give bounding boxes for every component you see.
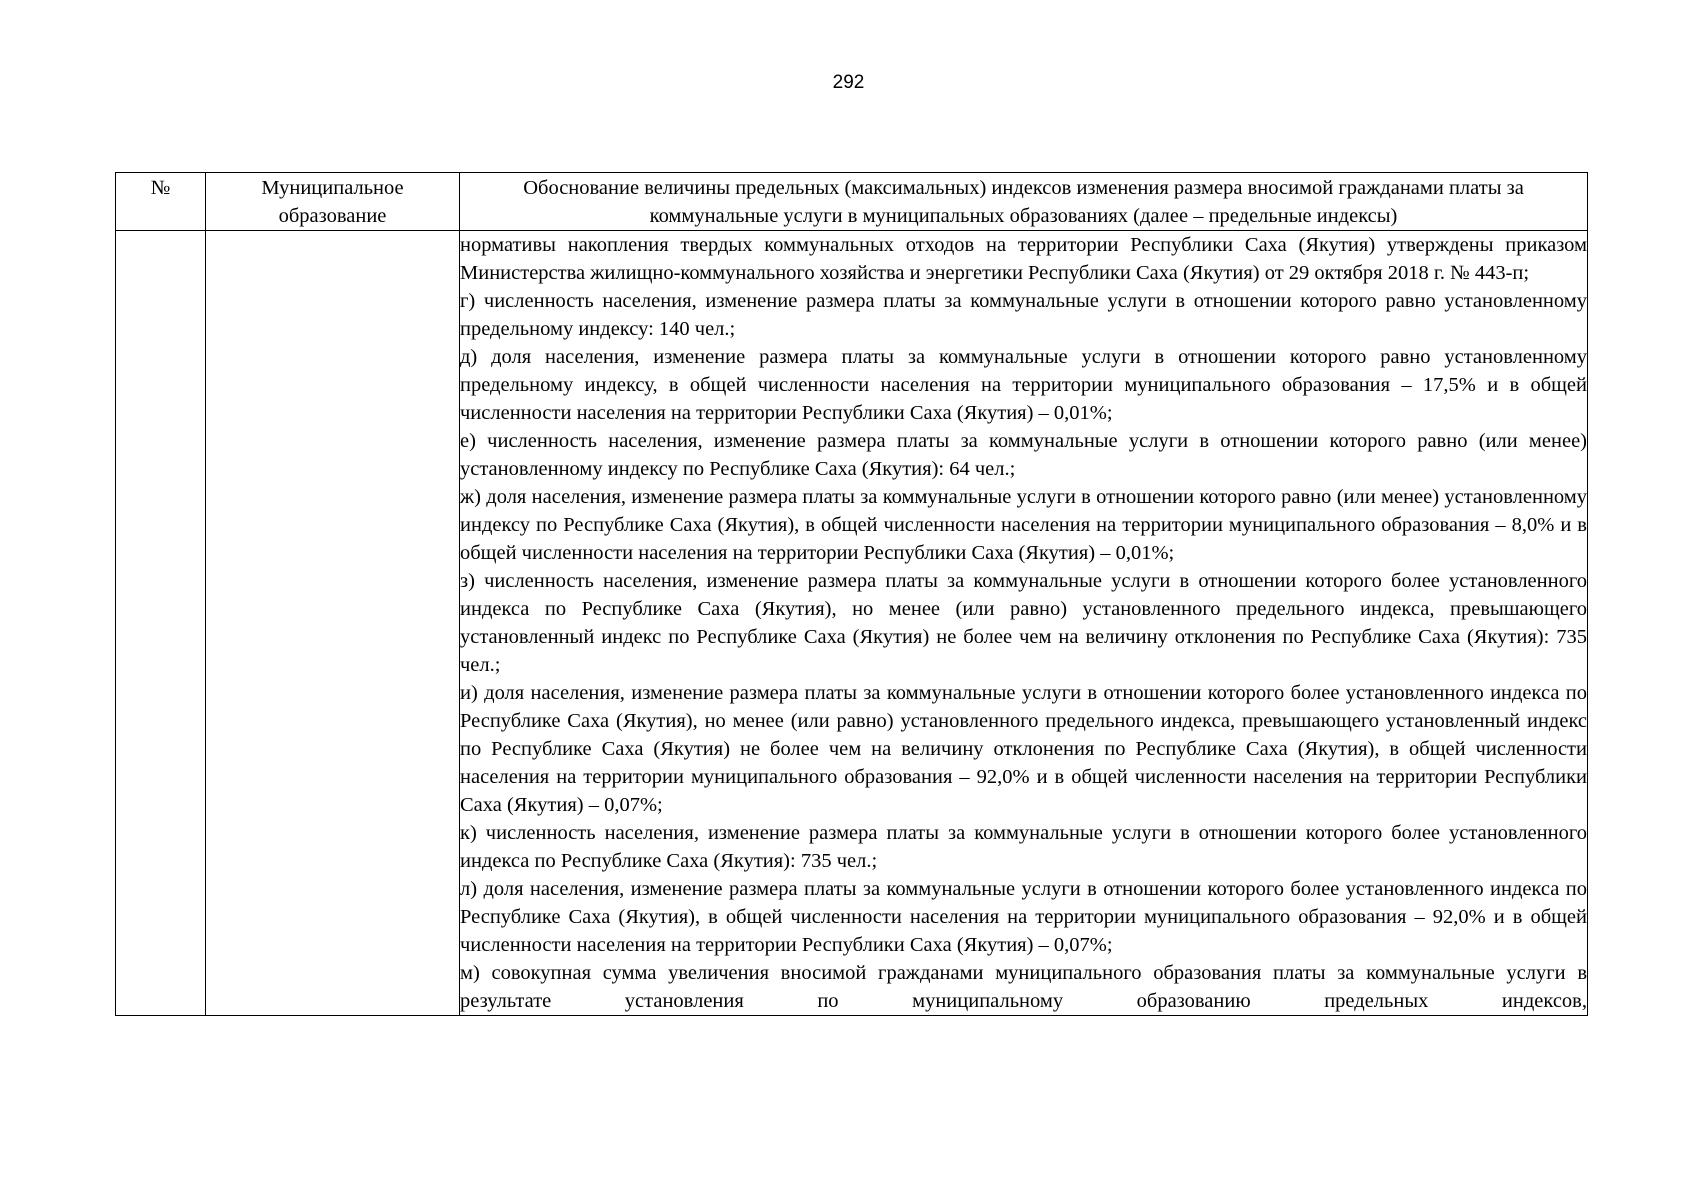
justification-table [115, 172, 1588, 1016]
paragraph-standards: нормативы накопления твердых коммунальных отходов на территории Республики Саха (Якутия) утверждены приказом Министерства жилищно-коммунального хозяйства и энергетики Республики Саха (Якутия) от 29 октября 2018 г. № 443-п; [460, 234, 1587, 284]
paragraph-k: к) численность населения, изменение размера платы за коммунальные услуги в отношении которого более установленного индекса по Республике Саха (Якутия): 735 чел.; [460, 822, 1587, 872]
paragraph-g: г) численность населения, изменение размера платы за коммунальные услуги в отношении которого равно установленному предельному индексу: 140 чел.; [460, 290, 1587, 340]
paragraph-e: е) численность населения, изменение размера платы за коммунальные услуги в отношении которого равно (или менее) установленному индексу по Республике Саха (Якутия): 64 чел.; [460, 430, 1587, 480]
header-municipality: Муниципальное образование [206, 173, 460, 231]
paragraph-z: з) численность населения, изменение размера платы за коммунальные услуги в отношении которого более установленного индекса по Республике Саха (Якутия), но менее (или равно) установленного предельного индекса, превышающего установленный индекс по Республике Саха (Якутия) не более чем на величину отклонения по Республике Саха (Якутия): 735 чел.; [460, 570, 1587, 676]
paragraph-m: м) совокупная сумма увеличения вносимой гражданами муниципального образования платы за коммунальные услуги в результате установления по муниципальному образованию предельных индексов, [460, 962, 1587, 1012]
cell-municipality [206, 231, 460, 1016]
paragraph-l: л) доля населения, изменение размера платы за коммунальные услуги в отношении которого более установленного индекса по Республике Саха (Якутия), в общей численности населения на территории муниципального образования – 92,0% и в общей численности населения на территории Республики Саха (Якутия) – 0,07%; [460, 878, 1587, 956]
page-number: 292 [832, 72, 865, 93]
table-header-row [116, 173, 1588, 231]
header-justification: Обоснование величины предельных (максимальных) индексов изменения размера вносимой гражданами платы за коммунальные услуги в муниципальных образованиях (далее – предельные индексы) [460, 173, 1588, 231]
paragraph-d: д) доля населения, изменение размера платы за коммунальные услуги в отношении которого равно установленному предельному индексу, в общей численности населения на территории муниципального образования – 17,5% и в общей численности населения на территории Республики Саха (Якутия) – 0,01%; [460, 346, 1587, 424]
header-number: № [116, 173, 206, 231]
paragraph-i: и) доля населения, изменение размера платы за коммунальные услуги в отношении которого более установленного индекса по Республике Саха (Якутия), но менее (или равно) установленного предельного индекса, превышающего установленный индекс по Республике Саха (Якутия) не более чем на величину отклонения по Республике Саха (Якутия), в общей численности населения на территории муниципального образования – 92,0% и в общей численности населения на территории Республики Саха (Якутия) – 0,07%; [460, 682, 1587, 816]
cell-justification [460, 231, 1588, 1016]
paragraph-zh: ж) доля населения, изменение размера платы за коммунальные услуги в отношении которого равно (или менее) установленному индексу по Республике Саха (Якутия), в общей численности населения на территории муниципального образования – 8,0% и в общей численности населения на территории Республики Саха (Якутия) – 0,01%; [460, 486, 1587, 564]
table-row [116, 231, 1588, 1016]
cell-number [116, 231, 206, 1016]
